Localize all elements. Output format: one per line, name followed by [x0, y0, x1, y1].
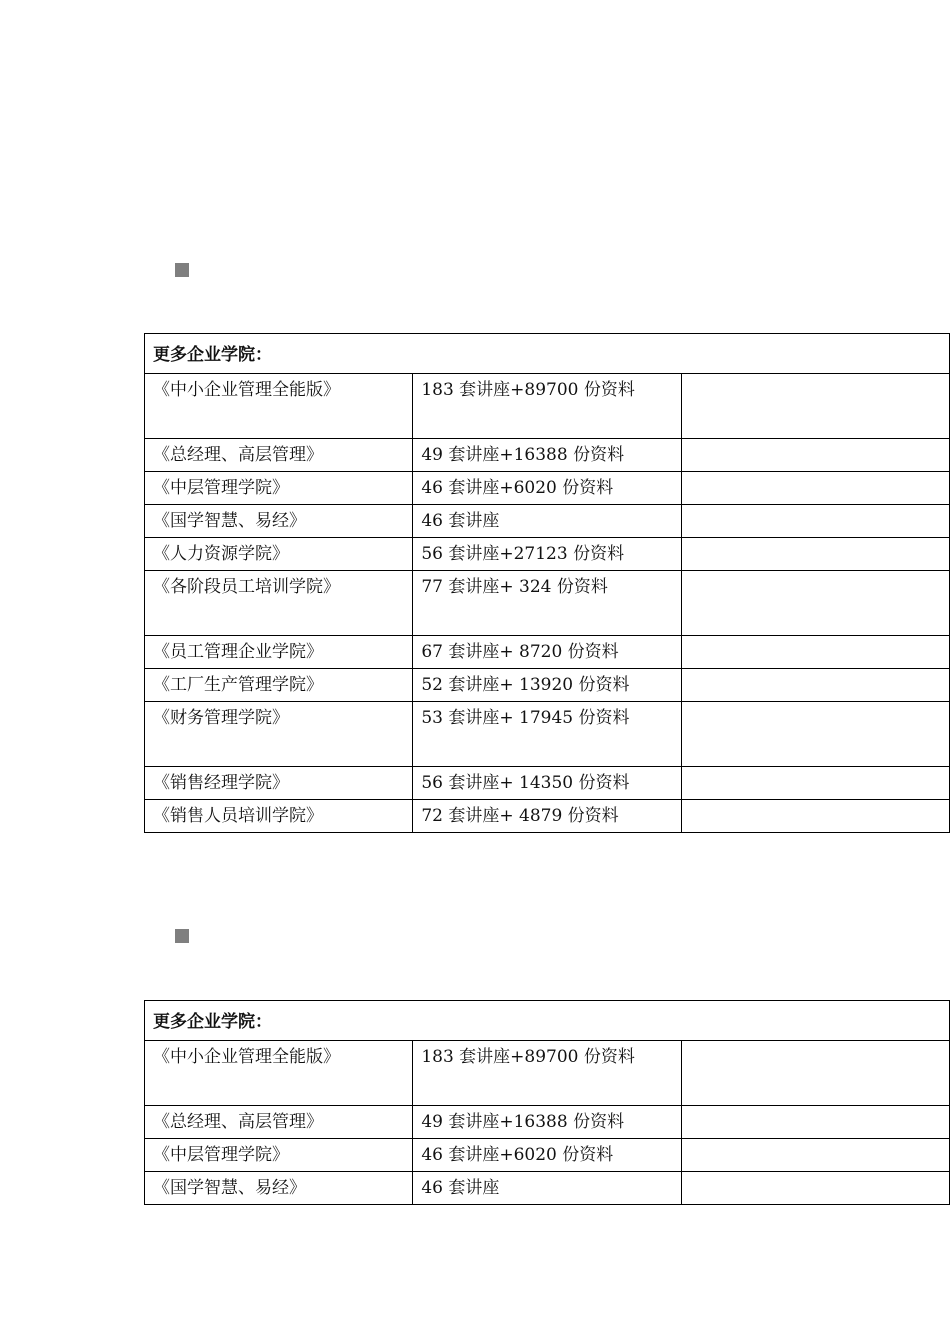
empty-cell	[681, 767, 949, 800]
table-header: 更多企业学院：	[145, 1001, 950, 1041]
academy-name-cell: 《各阶段员工培训学院》	[145, 571, 413, 636]
academy-detail-cell: 46 套讲座	[413, 1172, 681, 1205]
table-row	[145, 439, 950, 472]
empty-cell	[681, 439, 949, 472]
academy-name-cell: 《总经理、高层管理》	[145, 1106, 413, 1139]
empty-cell	[681, 571, 949, 636]
academy-name-cell: 《销售人员培训学院》	[145, 800, 413, 833]
table-row	[145, 374, 950, 439]
academy-detail-cell: 183 套讲座+89700 份资料	[413, 1041, 681, 1106]
academy-detail-cell: 46 套讲座+6020 份资料	[413, 1139, 681, 1172]
academy-name-cell: 《国学智慧、易经》	[145, 505, 413, 538]
table-row	[145, 767, 950, 800]
academy-detail-cell: 183 套讲座+89700 份资料	[413, 374, 681, 439]
empty-cell	[681, 669, 949, 702]
empty-cell	[681, 374, 949, 439]
table-row	[145, 669, 950, 702]
table-row	[145, 702, 950, 767]
academy-detail-cell: 46 套讲座+6020 份资料	[413, 472, 681, 505]
academy-name-cell: 《人力资源学院》	[145, 538, 413, 571]
empty-cell	[681, 472, 949, 505]
academy-table-2	[144, 1000, 950, 1205]
table-header-row	[145, 334, 950, 374]
academy-detail-cell: 56 套讲座+ 14350 份资料	[413, 767, 681, 800]
academy-name-cell: 《中小企业管理全能版》	[145, 374, 413, 439]
academy-detail-cell: 67 套讲座+ 8720 份资料	[413, 636, 681, 669]
academy-detail-cell: 46 套讲座	[413, 505, 681, 538]
empty-cell	[681, 1106, 949, 1139]
table-row	[145, 1172, 950, 1205]
academy-name-cell: 《工厂生产管理学院》	[145, 669, 413, 702]
empty-cell	[681, 1041, 949, 1106]
empty-cell	[681, 1139, 949, 1172]
academy-name-cell: 《员工管理企业学院》	[145, 636, 413, 669]
empty-cell	[681, 702, 949, 767]
empty-cell	[681, 636, 949, 669]
academy-detail-cell: 52 套讲座+ 13920 份资料	[413, 669, 681, 702]
empty-cell	[681, 505, 949, 538]
table-row	[145, 505, 950, 538]
academy-detail-cell: 72 套讲座+ 4879 份资料	[413, 800, 681, 833]
empty-cell	[681, 800, 949, 833]
academy-detail-cell: 77 套讲座+ 324 份资料	[413, 571, 681, 636]
table-row	[145, 1139, 950, 1172]
academy-name-cell: 《中层管理学院》	[145, 472, 413, 505]
academy-detail-cell: 49 套讲座+16388 份资料	[413, 439, 681, 472]
academy-detail-cell: 49 套讲座+16388 份资料	[413, 1106, 681, 1139]
table-row	[145, 1106, 950, 1139]
academy-detail-cell: 56 套讲座+27123 份资料	[413, 538, 681, 571]
table-header-row	[145, 1001, 950, 1041]
table-row	[145, 1041, 950, 1106]
academy-table-1	[144, 333, 950, 833]
academy-name-cell: 《中小企业管理全能版》	[145, 1041, 413, 1106]
academy-name-cell: 《总经理、高层管理》	[145, 439, 413, 472]
academy-detail-cell: 53 套讲座+ 17945 份资料	[413, 702, 681, 767]
table-row	[145, 636, 950, 669]
academy-name-cell: 《销售经理学院》	[145, 767, 413, 800]
academy-name-cell: 《中层管理学院》	[145, 1139, 413, 1172]
empty-cell	[681, 1172, 949, 1205]
empty-cell	[681, 538, 949, 571]
academy-name-cell: 《财务管理学院》	[145, 702, 413, 767]
bullet-marker-2	[175, 929, 189, 943]
table-row	[145, 571, 950, 636]
table-header: 更多企业学院：	[145, 334, 950, 374]
academy-name-cell: 《国学智慧、易经》	[145, 1172, 413, 1205]
bullet-marker-1	[175, 263, 189, 277]
table-row	[145, 472, 950, 505]
table-row	[145, 800, 950, 833]
table-row	[145, 538, 950, 571]
